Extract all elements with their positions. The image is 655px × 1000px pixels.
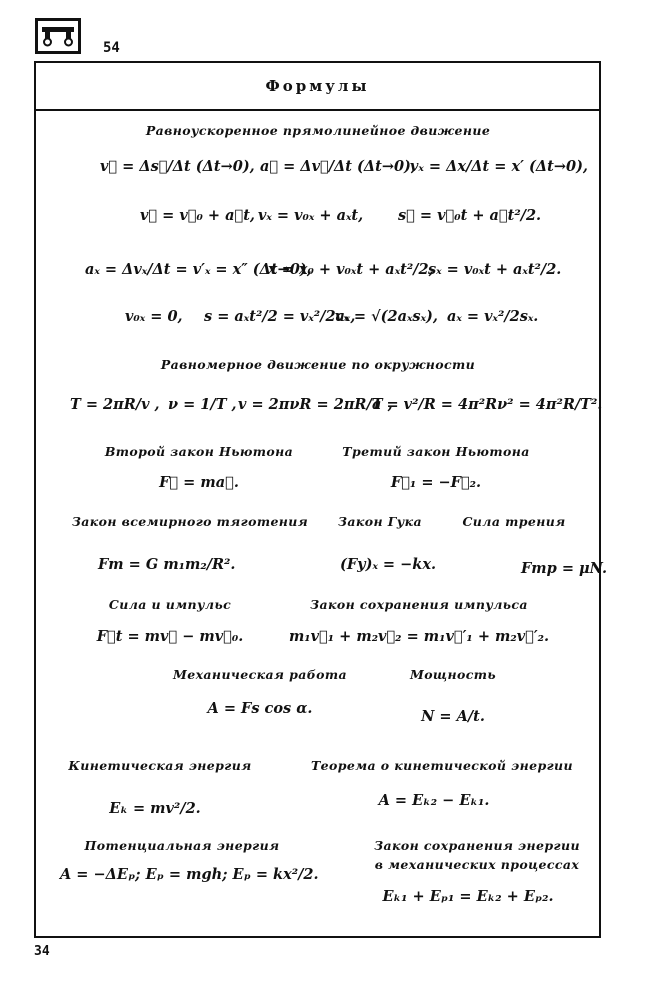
formula-centripetal: a = v²/R = 4π²Rν² = 4π²R/T².	[372, 396, 603, 413]
formula-sx: sₓ = v₀ₓt + aₓt²/2.	[428, 261, 562, 278]
formula-ax-from-v: aₓ = vₓ²/2sₓ.	[447, 308, 539, 325]
section-heading-momentum: Закон сохранения импульса	[310, 597, 528, 612]
formula-s-from-rest: s = aₓt²/2 = vₓ²/2aₓ,	[204, 308, 356, 325]
formula-x-coordinate: x = x₀ + v₀ₓt + aₓt²/2,	[268, 261, 434, 278]
section-heading-hooke: Закон Гука	[337, 514, 423, 529]
page-number: 54	[103, 40, 120, 56]
footer-number: 34	[34, 944, 50, 959]
section-heading-power: Мощность	[409, 667, 497, 682]
section-heading-friction: Сила трения	[462, 514, 566, 529]
formula-ax-def: aₓ = Δvₓ/Δt = v′ₓ = x″ (Δt→0),	[85, 261, 312, 278]
formula-velocity-time: v⃗ = v⃗₀ + a⃗t,	[140, 207, 255, 224]
formula-kinetic: Eₖ = mv²/2.	[109, 800, 201, 817]
header-band	[34, 61, 601, 111]
formula-accel-def: a⃗ = Δv⃗/Δt (Δt→0),	[260, 158, 416, 175]
formula-vx-def: vₓ = Δx/Δt = x′ (Δt→0),	[410, 158, 588, 175]
formula-friction: Fтр = μN.	[521, 560, 608, 577]
formula-velocity-def: v⃗ = Δs⃗/Δt (Δt→0),	[100, 158, 255, 175]
formula-hooke: (Fy)ₓ = −kx.	[340, 556, 437, 573]
formula-vx-time: vₓ = v₀ₓ + aₓt,	[258, 207, 364, 224]
section-heading-conservation-line2: в механических процессах	[374, 857, 580, 872]
formula-theorem: A = Eₖ₂ − Eₖ₁.	[378, 792, 490, 809]
page-title: Формулы	[265, 77, 370, 95]
formula-v0x-zero: v₀ₓ = 0,	[125, 308, 183, 325]
section-heading-uniform-accel: Равноускоренное прямолинейное движение	[145, 123, 491, 138]
formula-vx-sqrt: vₓ = √(2aₓsₓ),	[335, 308, 438, 325]
section-heading-potential: Потенциальная энергия	[84, 838, 280, 853]
formula-impulse: F⃗t = mv⃗ − mv⃗₀.	[96, 628, 244, 645]
formula-frequency: ν = 1/T ,	[168, 396, 237, 413]
section-heading-kinetic: Кинетическая энергия	[68, 758, 252, 773]
section-heading-newton3: Третий закон Ньютона	[342, 444, 530, 459]
section-heading-impulse: Сила и импульс	[108, 597, 232, 612]
section-heading-circular: Равномерное движение по окружности	[160, 357, 476, 372]
formula-energy-conservation: Eₖ₁ + Eₚ₁ = Eₖ₂ + Eₚ₂.	[382, 888, 554, 905]
formula-work: A = Fs cos α.	[207, 700, 313, 717]
formula-potential: A = −ΔEₚ; Eₚ = mgh; Eₚ = kx²/2.	[60, 866, 319, 883]
section-heading-work: Механическая работа	[172, 667, 348, 682]
formula-period: T = 2πR/v ,	[70, 396, 160, 413]
formula-newton3: F⃗₁ = −F⃗₂.	[390, 474, 482, 491]
formula-newton2: F⃗ = ma⃗.	[159, 474, 239, 491]
formula-linear-speed: v = 2πνR = 2πR/T ,	[238, 396, 393, 413]
formula-momentum: m₁v⃗₁ + m₂v⃗₂ = m₁v⃗′₁ + m₂v⃗′₂.	[288, 628, 550, 645]
section-heading-conservation-line1: Закон сохранения энергии	[374, 838, 580, 853]
track-cart-icon	[35, 18, 81, 54]
section-heading-newton2: Второй закон Ньютона	[104, 444, 294, 459]
section-heading-gravity: Закон всемирного тяготения	[71, 514, 309, 529]
formula-power: N = A/t.	[421, 708, 485, 725]
formula-gravity: Fт = G m₁m₂/R².	[98, 556, 236, 573]
section-heading-theorem: Теорема о кинетической энергии	[310, 758, 574, 773]
formula-displacement: s⃗ = v⃗₀t + a⃗t²/2.	[398, 207, 542, 224]
